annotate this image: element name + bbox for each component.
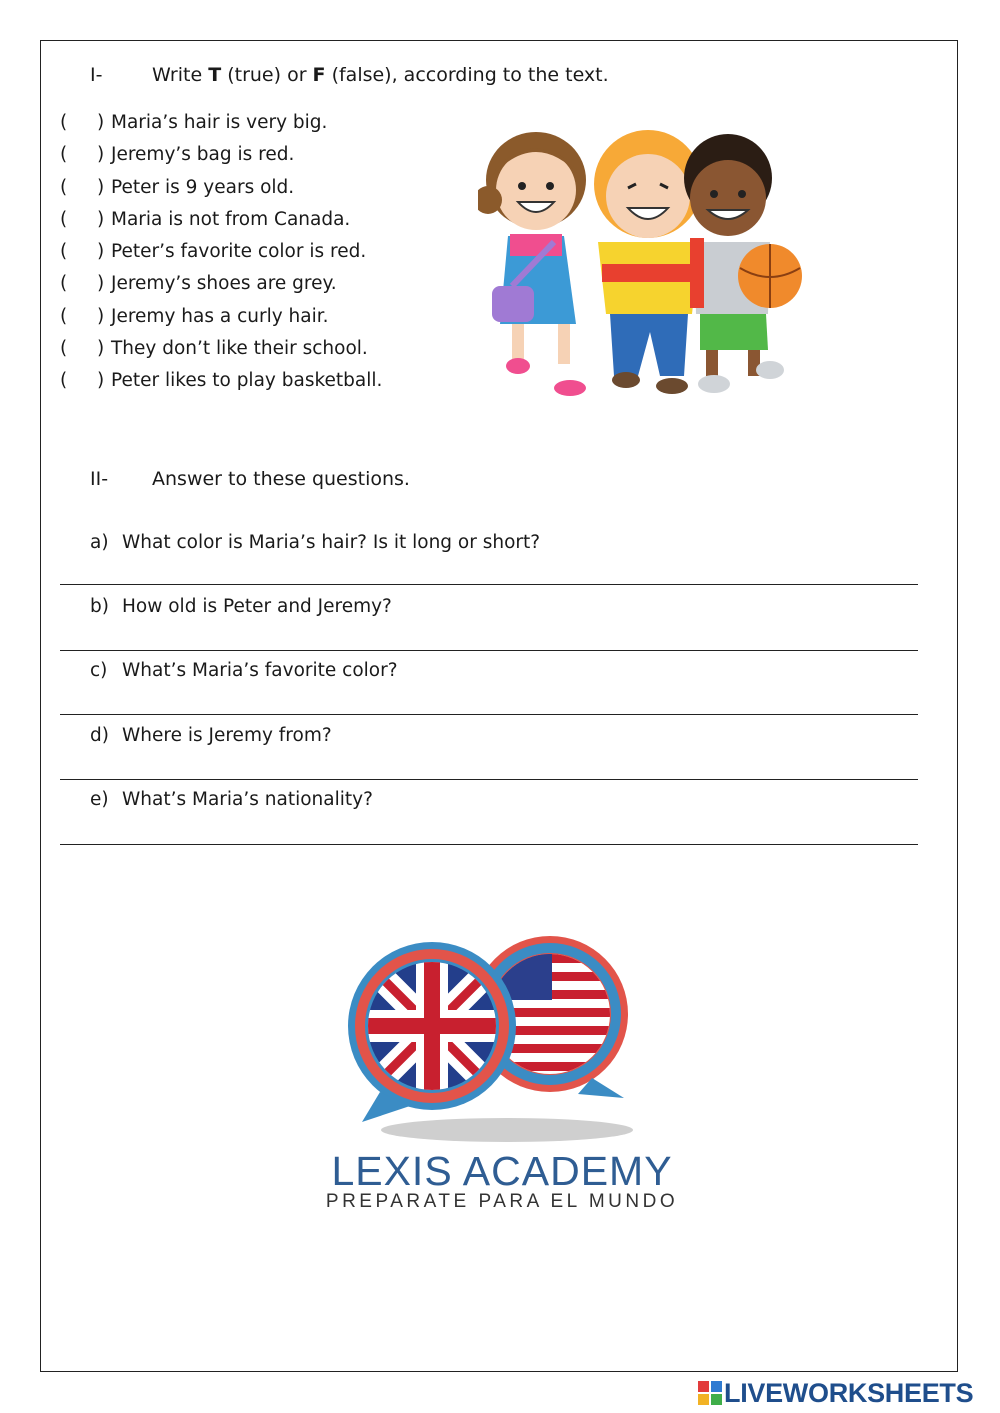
tf-answer-open: ( <box>60 273 68 295</box>
tf-statement: Maria is not from Canada. <box>111 208 351 230</box>
tf-item[interactable] <box>60 144 295 176</box>
tf-answer-open: ( <box>60 305 68 327</box>
tf-item[interactable] <box>60 112 328 144</box>
true-false-list <box>60 112 383 403</box>
tf-answer-close: ) <box>97 144 105 166</box>
question-text: d) Where is Jeremy from? <box>90 725 332 746</box>
tf-item[interactable] <box>60 241 367 273</box>
tf-answer-close: ) <box>97 208 105 230</box>
tf-answer-close: ) <box>97 305 105 327</box>
section-1-heading <box>90 64 650 90</box>
question-block <box>60 725 920 779</box>
tf-statement: They don’t like their school. <box>111 338 368 360</box>
kids-illustration <box>478 118 813 410</box>
tf-answer-close: ) <box>97 370 105 392</box>
flag-bubbles-icon <box>292 928 712 1148</box>
tf-item[interactable] <box>60 176 295 209</box>
tf-statement: Peter’s favorite color is red. <box>111 241 367 263</box>
question-text: a) What color is Maria’s hair? Is it long or short? <box>90 532 541 553</box>
tf-statement: Maria’s hair is very big. <box>111 112 328 133</box>
question-text: c) What’s Maria’s favorite color? <box>90 660 398 681</box>
section-1-number: I- <box>90 64 103 86</box>
tf-item[interactable] <box>60 208 351 241</box>
question-block <box>60 660 920 714</box>
answer-line[interactable] <box>60 714 918 715</box>
question-block <box>60 532 920 586</box>
question-text: b) How old is Peter and Jeremy? <box>90 596 392 617</box>
answer-line[interactable] <box>60 650 918 651</box>
lexis-academy-logo <box>292 928 712 1218</box>
question-block <box>60 789 920 843</box>
section-2-heading <box>90 468 490 494</box>
tf-answer-close: ) <box>97 338 105 360</box>
tf-item[interactable] <box>60 338 368 370</box>
liveworksheets-badge[interactable] <box>698 1378 973 1408</box>
tf-statement: Jeremy’s bag is red. <box>111 144 295 166</box>
answer-line[interactable] <box>60 844 918 845</box>
tf-answer-close: ) <box>97 241 105 263</box>
section-2-number: II- <box>90 468 109 490</box>
tf-statement: Jeremy’s shoes are grey. <box>111 273 337 295</box>
logo-title: LEXIS ACADEMY <box>331 1148 673 1194</box>
tf-answer-open: ( <box>60 370 68 392</box>
question-block <box>60 596 920 650</box>
tf-statement: Jeremy has a curly hair. <box>111 305 329 327</box>
tf-answer-open: ( <box>60 338 68 360</box>
tf-item[interactable] <box>60 370 383 402</box>
liveworksheets-brand: LIVEWORKSHEETS <box>724 1377 974 1408</box>
tf-statement: Peter likes to play basketball. <box>111 370 383 392</box>
tf-answer-open: ( <box>60 176 68 198</box>
tf-item[interactable] <box>60 305 329 338</box>
tf-answer-close: ) <box>97 112 105 133</box>
section-2-instruction: Answer to these questions. <box>152 468 410 490</box>
tf-answer-open: ( <box>60 144 68 166</box>
tf-item[interactable] <box>60 273 337 305</box>
section-1-instruction: Write T (true) or F (false), according to the text. <box>152 64 609 86</box>
question-text: e) What’s Maria’s nationality? <box>90 789 373 810</box>
tf-statement: Peter is 9 years old. <box>111 176 295 198</box>
logo-subtitle: PREPARATE PARA EL MUNDO <box>325 1191 679 1212</box>
tf-answer-open: ( <box>60 112 68 133</box>
answer-line[interactable] <box>60 779 918 780</box>
liveworksheets-logo-icon <box>698 1381 722 1405</box>
tf-answer-close: ) <box>97 176 105 198</box>
tf-answer-close: ) <box>97 273 105 295</box>
tf-answer-open: ( <box>60 208 68 230</box>
tf-answer-open: ( <box>60 241 68 263</box>
answer-line[interactable] <box>60 584 918 585</box>
